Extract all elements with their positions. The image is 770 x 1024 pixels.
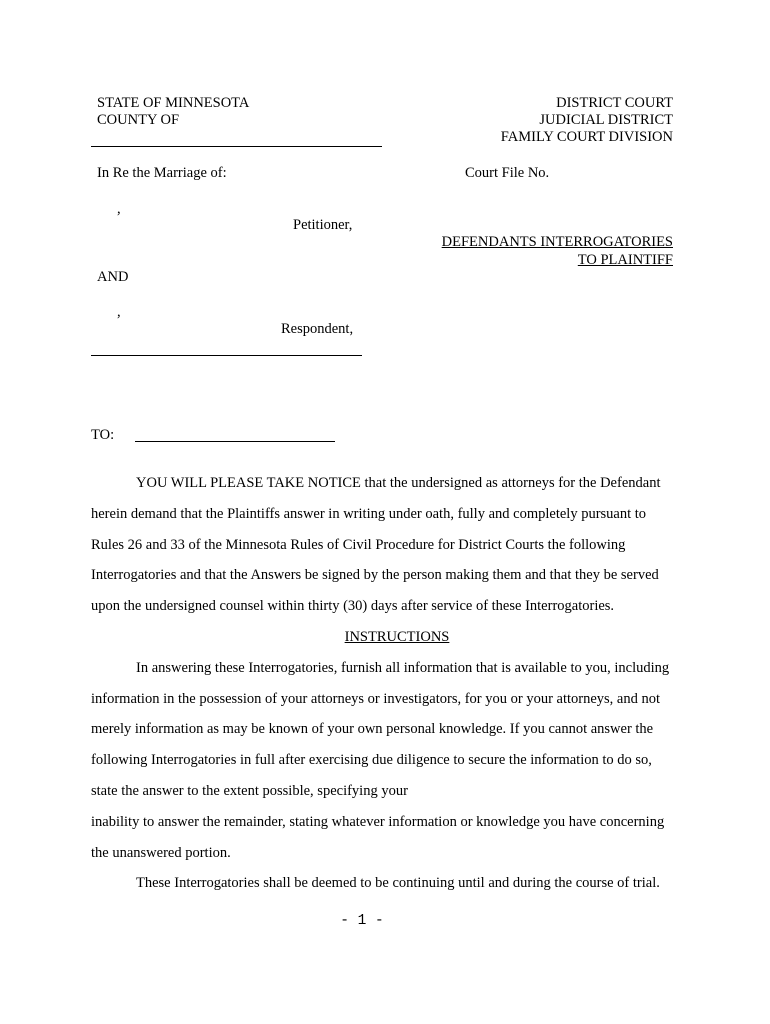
instruction-line: following Interrogatories in full after exercising due diligence to secure the information to do so, xyxy=(91,752,652,769)
instructions-heading: INSTRUCTIONS xyxy=(344,628,450,645)
notice-line: YOU WILL PLEASE TAKE NOTICE that the undersigned as attorneys for the Defendant xyxy=(136,475,661,491)
instruction-line: inability to answer the remainder, stating whatever information or knowledge you have concerning xyxy=(91,813,665,830)
instruction-line: the unanswered portion. xyxy=(91,844,231,861)
instruction-line: merely information as may be known of your own personal knowledge. If you cannot answer the xyxy=(91,721,654,738)
to-underline xyxy=(135,441,335,442)
notice-paragraph xyxy=(91,468,691,899)
notice-line: upon the undersigned counsel within thirty (30) days after service of these Interrogatories. xyxy=(91,598,615,615)
caption-bottom-rule xyxy=(91,355,362,356)
division-label: FAMILY COURT DIVISION xyxy=(500,129,673,145)
document-title-line1: DEFENDANTS INTERROGATORIES xyxy=(441,234,673,250)
and-label: AND xyxy=(97,269,129,285)
district-label: JUDICIAL DISTRICT xyxy=(539,112,673,128)
in-re-label: In Re the Marriage of: xyxy=(97,165,227,181)
respondent-name-comma: , xyxy=(117,304,121,320)
notice-line: herein demand that the Plaintiffs answer in writing under oath, fully and completely pursuant to xyxy=(91,505,647,522)
to-label: TO: xyxy=(91,427,115,443)
petitioner-name-comma: , xyxy=(117,201,121,217)
notice-line: Rules 26 and 33 of the Minnesota Rules of Civil Procedure for District Courts the following xyxy=(91,536,626,553)
state-label: STATE OF MINNESOTA xyxy=(97,95,250,111)
county-label: COUNTY OF xyxy=(97,112,180,128)
instruction-line: In answering these Interrogatories, furnish all information that is available to you, including xyxy=(136,659,670,676)
court-label: DISTRICT COURT xyxy=(556,95,673,111)
notice-line: Interrogatories and that the Answers be signed by the person making them and that they be served xyxy=(91,567,659,584)
instruction-line: information in the possession of your attorneys or investigators, for you or your attorneys, and not xyxy=(91,690,661,707)
county-underline xyxy=(91,146,382,147)
court-file-label: Court File No. xyxy=(465,165,550,181)
instruction-line: state the answer to the extent possible, specifying your xyxy=(91,782,408,799)
continuing-line: These Interrogatories shall be deemed to be continuing until and during the course of trial. xyxy=(136,875,660,892)
respondent-label: Respondent, xyxy=(281,321,354,337)
document-title-line2: TO PLAINTIFF xyxy=(577,252,673,268)
petitioner-label: Petitioner, xyxy=(293,217,353,233)
page-number: - 1 - xyxy=(340,913,384,929)
